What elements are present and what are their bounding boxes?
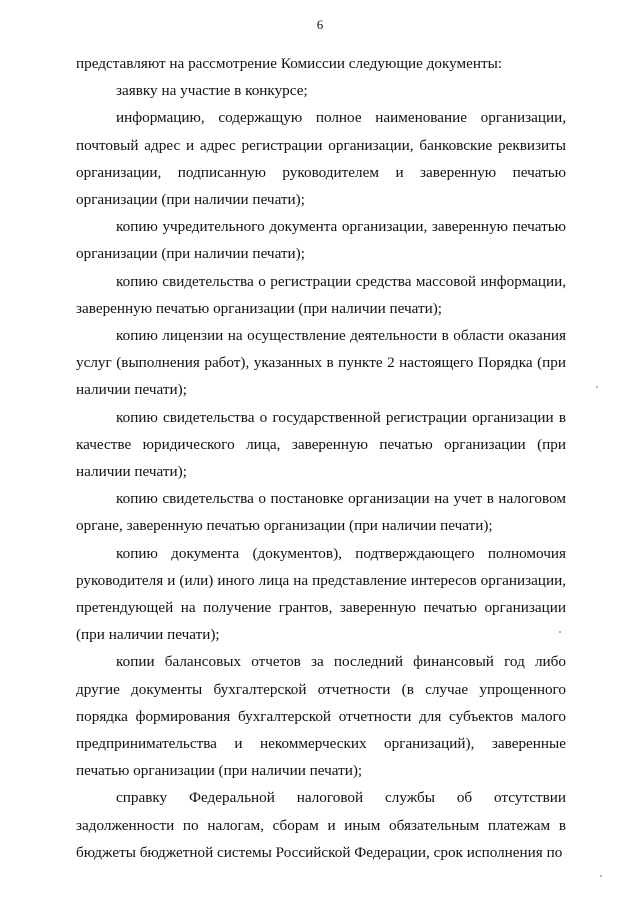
scan-speck bbox=[559, 631, 561, 633]
scan-speck bbox=[596, 386, 598, 388]
paragraph-intro: представляют на рассмотрение Комиссии следующие документы: bbox=[76, 55, 503, 72]
paragraph-license: копию лицензии на осуществление деятельности в области оказания услуг (выполнения работ), указанных в пункте 2 настоящего Порядка (при наличии печати); bbox=[76, 327, 566, 399]
scan-speck bbox=[600, 875, 602, 877]
paragraph-media-registration: копию свидетельства о регистрации средства массовой информации, заверенную печатью организации (при наличии печати); bbox=[76, 272, 566, 317]
paragraph-authority-document: копию документа (документов), подтверждающего полномочия руководителя и (или) иного лица на представление интересов организации, претендующей на получение грантов, заверенную печатью организации (при наличии печати); bbox=[76, 544, 566, 644]
paragraph-application: заявку на участие в конкурсе; bbox=[116, 82, 308, 100]
paragraph-tax-certificate: справку Федеральной налоговой службы об отсутствии задолженности по налогам, сборам и иным обязательным платежам в бюджеты бюджетной системы Российской Федерации, срок исполнения по bbox=[76, 789, 566, 861]
document-body bbox=[76, 50, 566, 866]
page-number: 6 bbox=[316, 17, 324, 32]
paragraph-tax-registration: копию свидетельства о постановке организации на учет в налоговом органе, заверенную печатью организации (при наличии печати); bbox=[76, 490, 566, 535]
paragraph-state-registration: копию свидетельства о государственной регистрации организации в качестве юридического лица, заверенную печатью организации (при наличии печати); bbox=[76, 408, 566, 481]
paragraph-founding-document: копию учредительного документа организации, заверенную печатью организации (при наличии печати); bbox=[76, 218, 566, 263]
paragraph-balance-reports: копии балансовых отчетов за последний финансовый год либо другие документы бухгалтерской отчетности (в случае упрощенного порядка формирования бухгалтерской отчетности для субъектов малого предпринимательства и некоммерческих организаций), заверенные печатью организации (при наличии печати); bbox=[76, 653, 566, 780]
paragraph-organization-info: информацию, содержащую полное наименование организации, почтовый адрес и адрес регистрации организации, банковские реквизиты организации, подписанную руководителем и заверенную печатью организации (при наличии печати); bbox=[76, 109, 566, 209]
